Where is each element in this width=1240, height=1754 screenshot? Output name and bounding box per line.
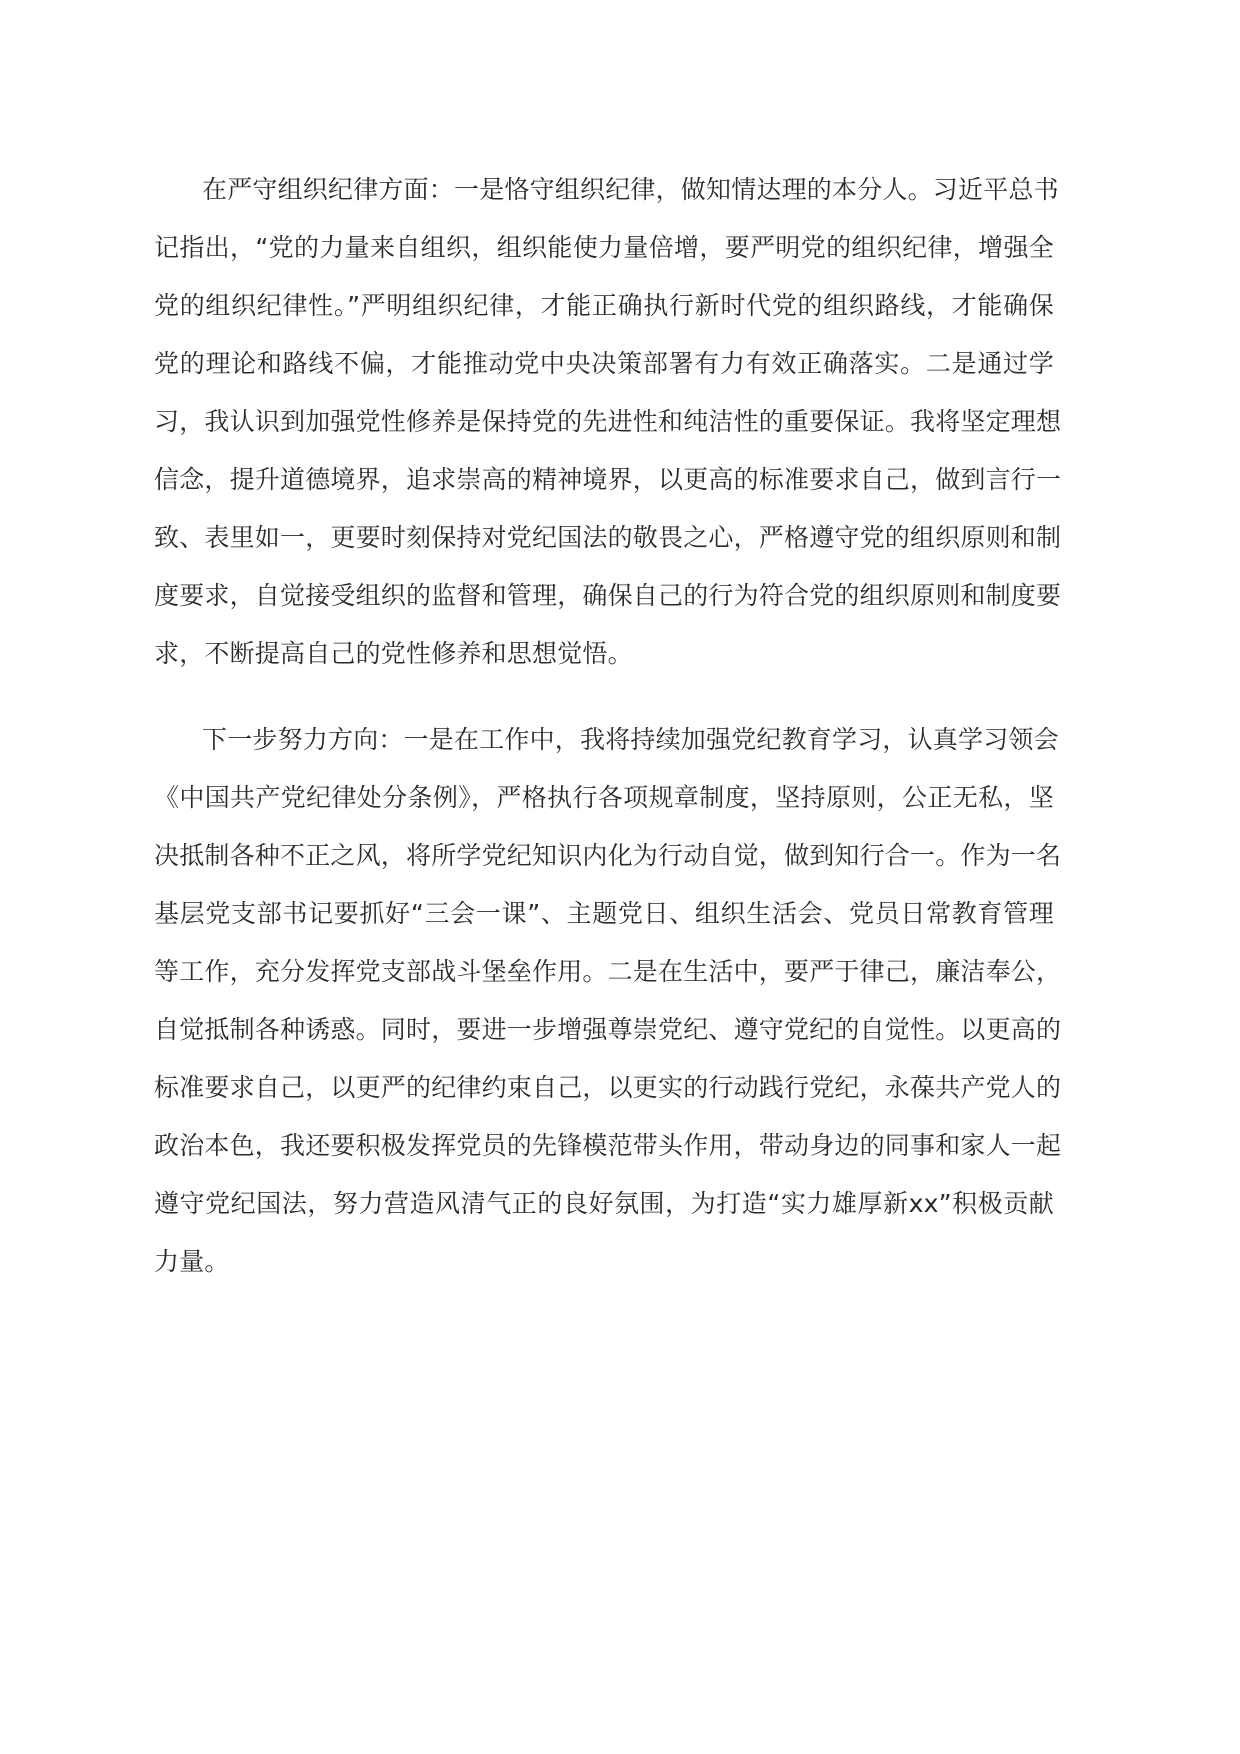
paragraph-line: 致、表里如一，更要时刻保持对党纪国法的敬畏之心，严格遵守党的组织原则和制	[154, 523, 1062, 552]
paragraph-line: 党的组织纪律性。”严明组织纪律，才能正确执行新时代党的组织路线，才能确保	[154, 291, 1054, 320]
paragraph-line: 信念，提升道德境界，追求崇高的精神境界，以更高的标准要求自己，做到言行一	[154, 465, 1062, 494]
paragraph-line: 自觉抵制各种诱惑。同时，要进一步增强尊崇党纪、遵守党纪的自觉性。以更高的	[154, 1015, 1062, 1044]
paragraph-line: 政治本色，我还要积极发挥党员的先锋模范带头作用，带动身边的同事和家人一起	[154, 1131, 1062, 1160]
paragraph-line: 求，不断提高自己的党性修养和思想觉悟。	[154, 639, 633, 668]
paragraph-line: 标准要求自己，以更严的纪律约束自己，以更实的行动践行党纪，永葆共产党人的	[154, 1073, 1062, 1102]
paragraph-line: 在严守组织纪律方面：一是恪守组织纪律，做知情达理的本分人。习近平总书	[202, 175, 1059, 204]
paragraph-line: 等工作，充分发挥党支部战斗堡垒作用。二是在生活中，要严于律己，廉洁奉公，	[154, 957, 1062, 986]
paragraph-line: 下一步努力方向：一是在工作中，我将持续加强党纪教育学习，认真学习领会	[202, 725, 1059, 754]
paragraph-line: 基层党支部书记要抓好“三会一课”、主题党日、组织生活会、党员日常教育管理	[154, 899, 1054, 928]
paragraph-line: 《中国共产党纪律处分条例》，严格执行各项规章制度，坚持原则，公正无私，坚	[154, 783, 1054, 812]
paragraph-line: 记指出，“党的力量来自组织，组织能使力量倍增，要严明党的组织纪律，增强全	[154, 233, 1054, 262]
paragraph-line: 决抵制各种不正之风，将所学党纪知识内化为行动自觉，做到知行合一。作为一名	[154, 841, 1062, 870]
paragraph-line: 度要求，自觉接受组织的监督和管理，确保自己的行为符合党的组织原则和制度要	[154, 581, 1062, 610]
paragraph-line: 习，我认识到加强党性修养是保持党的先进性和纯洁性的重要保证。我将坚定理想	[154, 407, 1062, 436]
paragraph-line: 力量。	[154, 1247, 230, 1276]
paragraph-line: 党的理论和路线不偏，才能推动党中央决策部署有力有效正确落实。二是通过学	[154, 349, 1054, 378]
paragraph-line: 遵守党纪国法，努力营造风清气正的良好氛围，为打造“实力雄厚新xx”积极贡献	[154, 1189, 1054, 1218]
